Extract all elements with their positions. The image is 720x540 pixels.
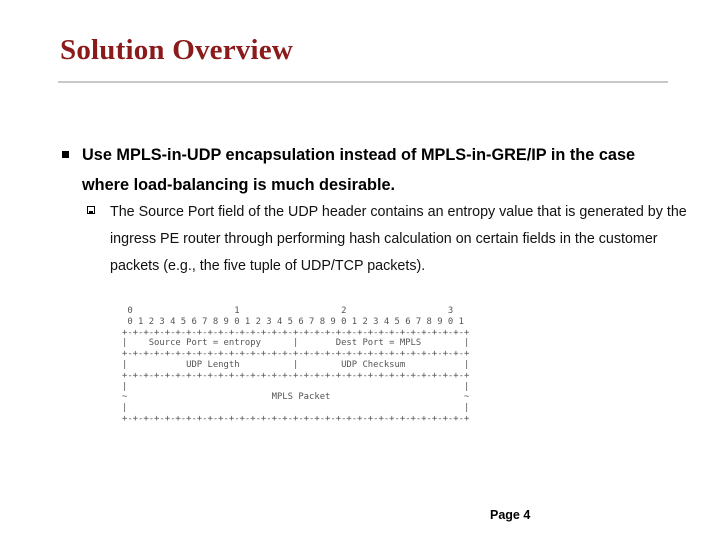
udp-header-diagram: 0 1 2 3 0 1 2 3 4 5 6 7 8 9 0 1 2 3 4 5 6 7 8 9 0 1 2 3 4 5 6 7 8 9 0 1 +-+-+-+-+-+-+-+-+-+-+-+-+-+-+-+-+-+-+-+-+-+-+-+-+-+-+-+-+-+-+-+-+ | Source Port = entropy | Dest Port = MPLS | +-+-+-+-+-+-+-+-+-+-+-+-+-+-+-+-+-+-+-+-+-+-+-+-+-+-+-+-+-+-+-+-+ | UDP Length | UDP Checksum | +-+-+-+-+-+-+-+-+-+-+-+-+-+-+-+-+-+-+-+-+-+-+-+-+-+-+-+-+-+-+-+-+ | | ~ MPLS Packet ~ | | +-+-+-+-+-+-+-+-+-+-+-+-+-+-+-+-+-+-+-+-+-+-+-+-+-+-+-+-+-+-+-+-+ [122, 306, 470, 424]
sub-bullet-text: The Source Port field of the UDP header contains an entropy value that is generated by the ingress PE router through performing hash calculation on certain fields in the customer packets (e.g., the five tuple of UDP/TCP packets). [110, 204, 687, 274]
square-bullet-icon [62, 151, 69, 158]
title-divider [58, 81, 668, 83]
page-number: Page 4 [490, 508, 531, 522]
slide-title: Solution Overview [60, 34, 293, 66]
hollow-square-bullet-icon [87, 206, 95, 214]
main-bullet-text: Use MPLS-in-UDP encapsulation instead of MPLS-in-GRE/IP in the case where load-balancing is much desirable. [82, 146, 636, 194]
